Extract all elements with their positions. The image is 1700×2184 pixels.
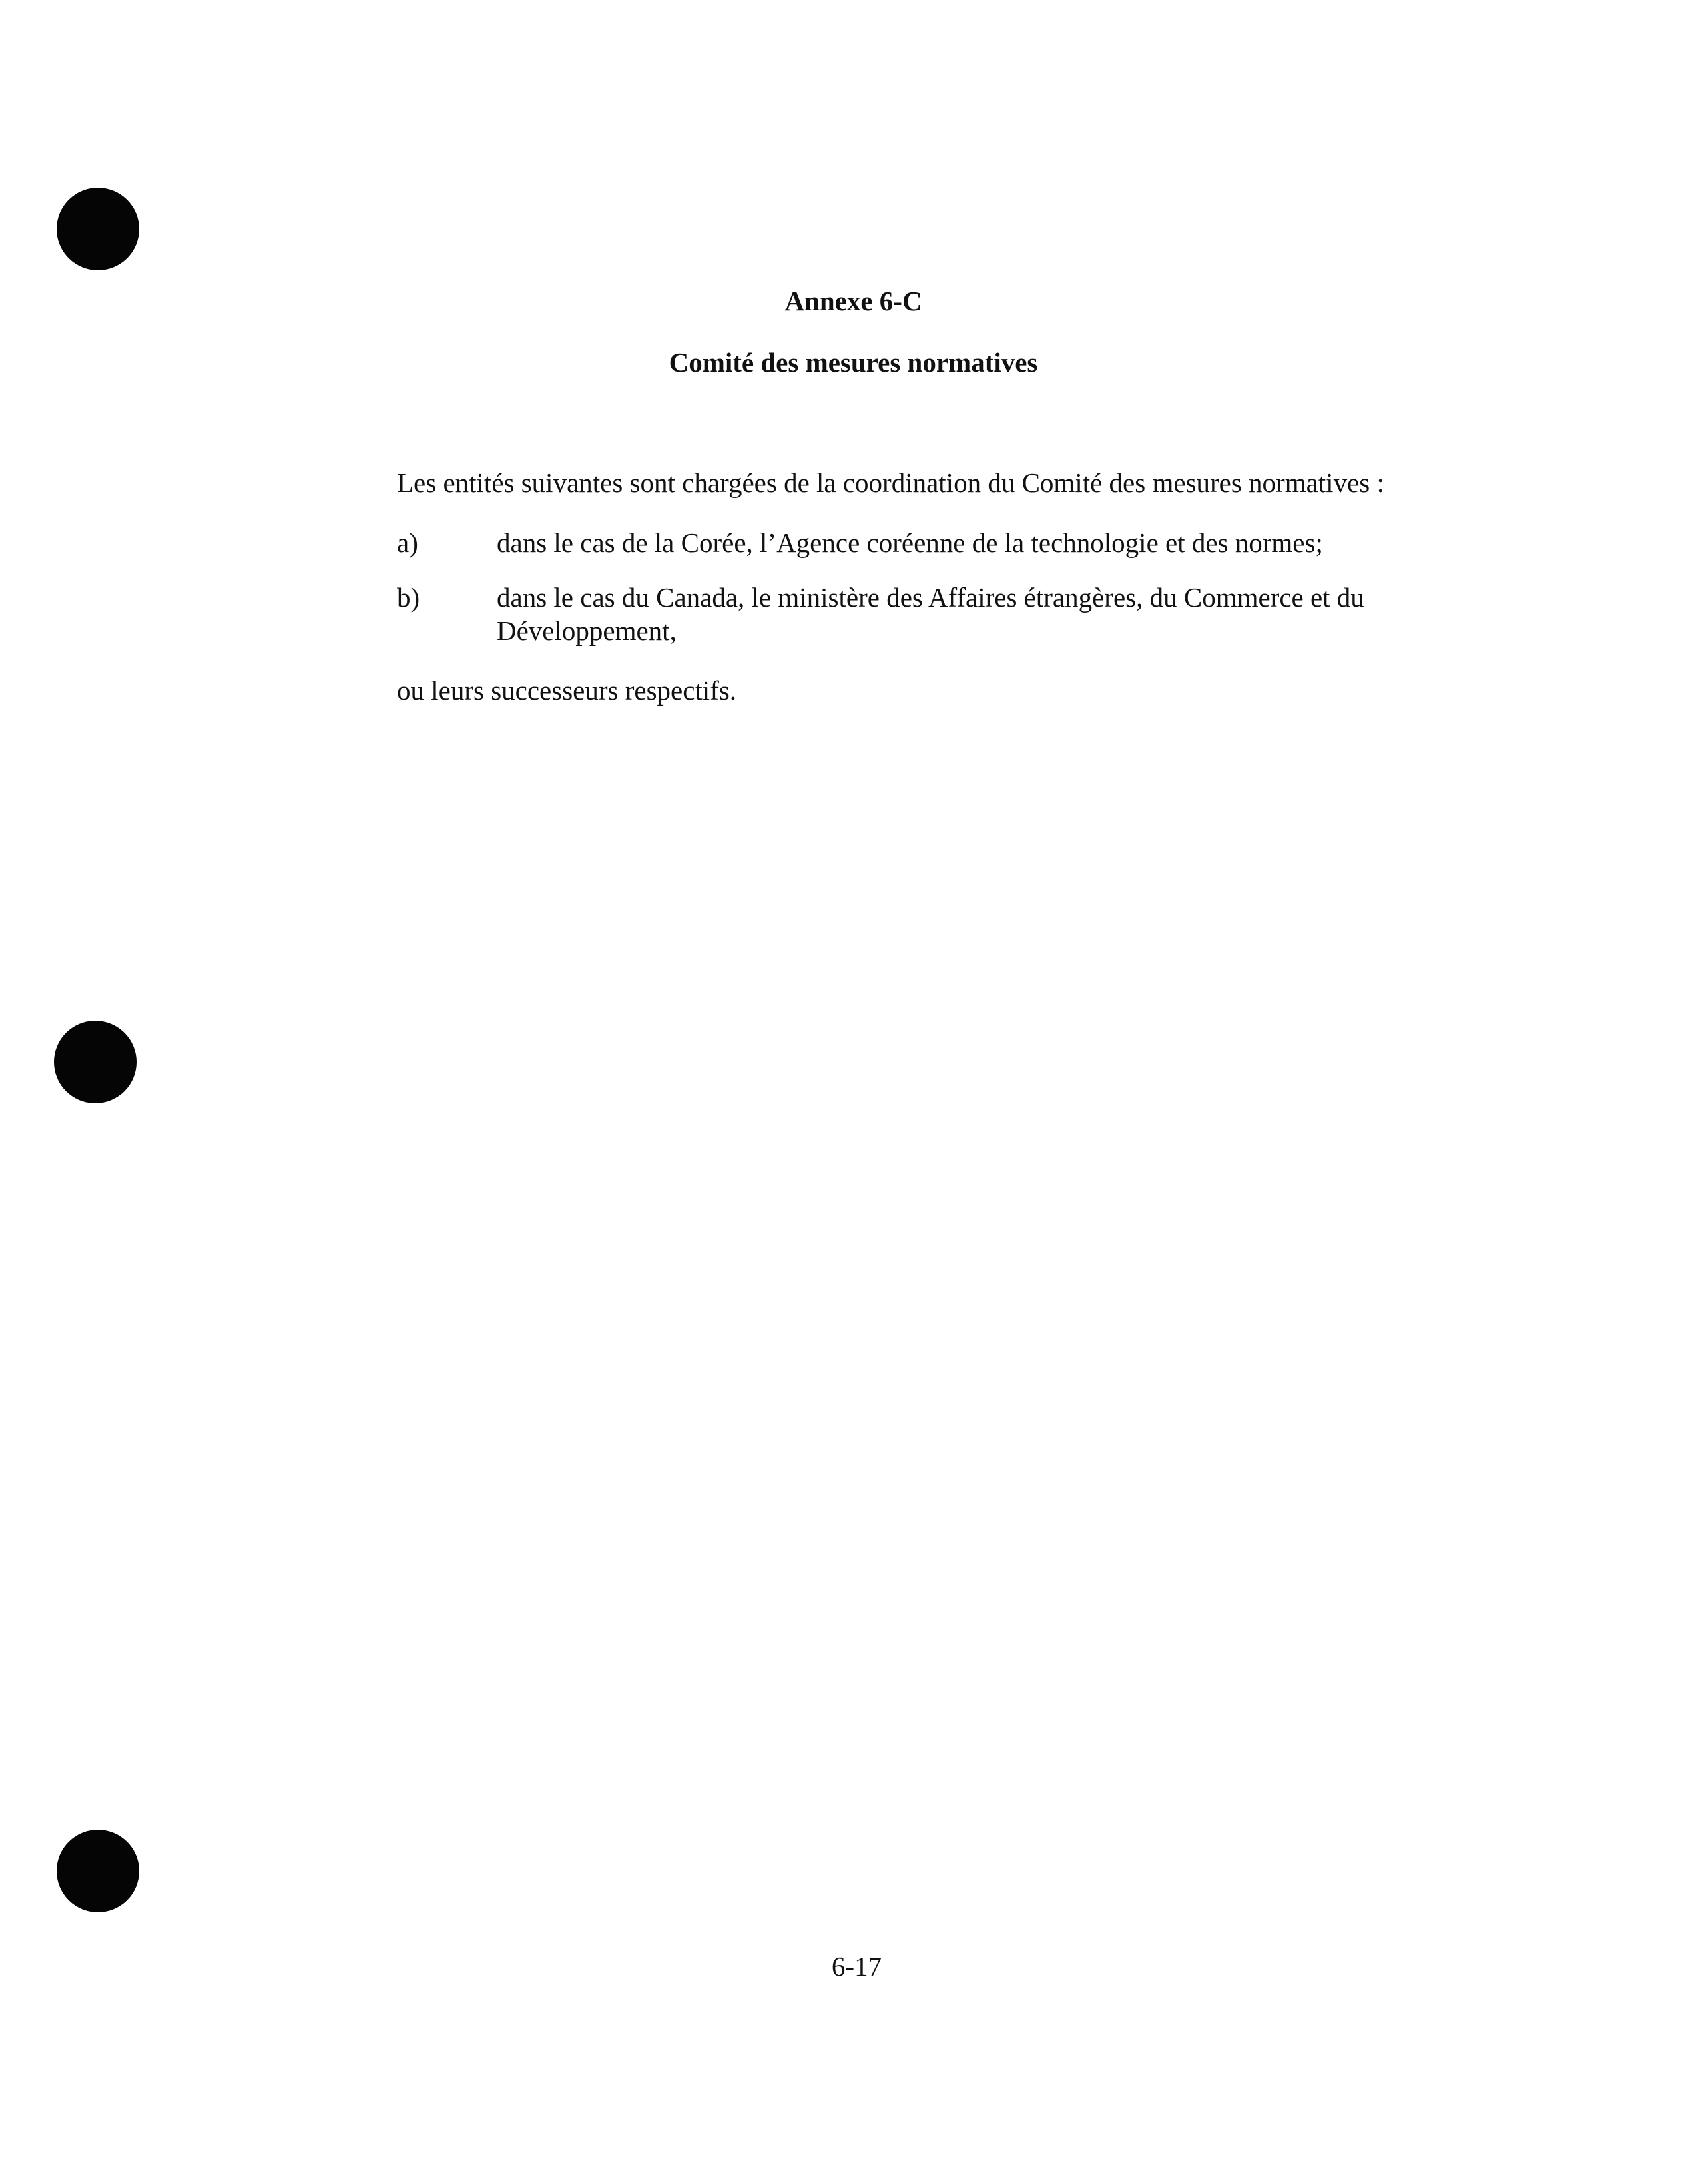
binder-hole-bottom xyxy=(57,1830,139,1912)
page-number: 6-17 xyxy=(831,1951,882,1982)
binder-hole-top xyxy=(57,188,139,270)
binder-hole-middle xyxy=(54,1021,137,1103)
list-text-b-line-1: dans le cas du Canada, le ministère des Affaires étrangères, du Commerce et du xyxy=(497,582,1364,613)
list-text-b-line-2: Développement, xyxy=(497,615,677,646)
list-text-b xyxy=(497,581,1442,647)
annex-subtitle: Comité des mesures normatives xyxy=(669,347,1038,378)
list-marker-b: b) xyxy=(397,582,420,613)
closing-paragraph: ou leurs successeurs respectifs. xyxy=(397,675,737,706)
list-marker-a: a) xyxy=(397,527,418,558)
list-text-a xyxy=(497,526,1442,559)
list-text-a-line-1: dans le cas de la Corée, l’Agence coréenne de la technologie et des normes; xyxy=(497,527,1323,558)
intro-paragraph: Les entités suivantes sont chargées de la coordination du Comité des mesures normatives : xyxy=(397,467,1384,498)
annex-title: Annexe 6-C xyxy=(784,286,922,316)
